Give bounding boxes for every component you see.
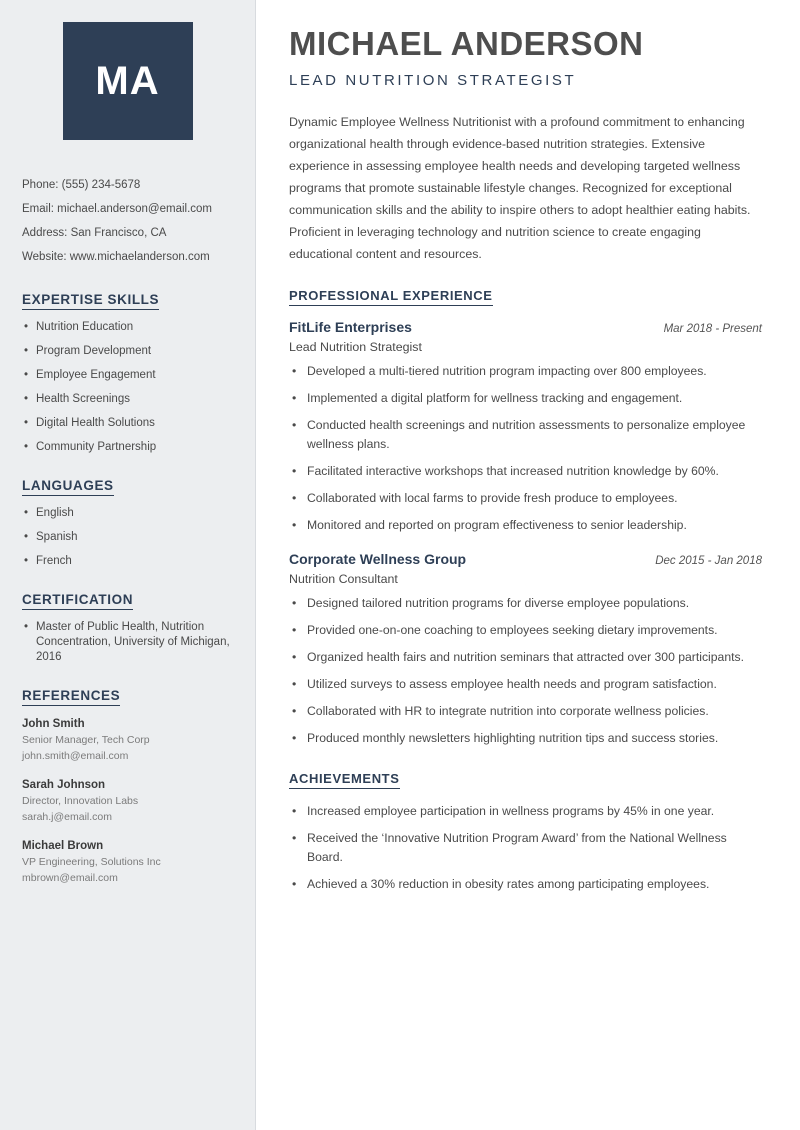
list-item: • Digital Health Solutions	[22, 416, 233, 431]
reference-email: john.smith@email.com	[22, 750, 129, 762]
list-item: • Collaborated with local farms to provide fresh produce to employees.	[289, 489, 762, 508]
experience-header	[289, 551, 762, 567]
list-item: • Facilitated interactive workshops that increased nutrition knowledge by 60%.	[289, 462, 762, 481]
reference-email: mbrown@email.com	[22, 872, 118, 884]
reference-item	[22, 716, 233, 764]
experience-header	[289, 319, 762, 335]
list-item: • Provided one-on-one coaching to employees seeking dietary improvements.	[289, 621, 762, 640]
job-role: Lead Nutrition Strategist	[289, 340, 422, 354]
section-expertise-skills	[22, 291, 233, 455]
section-title-languages: LANGUAGES	[22, 478, 114, 496]
list-item: • Produced monthly newsletters highlighting nutrition tips and success stories.	[289, 729, 762, 748]
section-title-skills: EXPERTISE SKILLS	[22, 292, 159, 310]
contact-info	[22, 173, 233, 269]
company-name: Corporate Wellness Group	[289, 551, 467, 567]
list-item: • Achieved a 30% reduction in obesity rates among participating employees.	[289, 875, 762, 894]
list-item: • Designed tailored nutrition programs for diverse employee populations.	[289, 594, 762, 613]
section-professional-experience	[289, 287, 762, 748]
sidebar	[0, 0, 256, 1130]
section-title-experience: PROFESSIONAL EXPERIENCE	[289, 288, 493, 306]
contact-website: Website: www.michaelanderson.com	[22, 251, 210, 263]
reference-role: VP Engineering, Solutions Inc	[22, 856, 161, 868]
list-item: • Developed a multi-tiered nutrition program impacting over 800 employees.	[289, 362, 762, 381]
list-item: • Conducted health screenings and nutrition assessments to personalize employee wellness plans.	[289, 416, 762, 454]
list-item: • Collaborated with HR to integrate nutrition into corporate wellness policies.	[289, 702, 762, 721]
list-item: • Spanish	[22, 530, 233, 545]
contact-phone: Phone: (555) 234-5678	[22, 179, 141, 191]
list-item: • English	[22, 506, 233, 521]
list-item: • Implemented a digital platform for wellness tracking and engagement.	[289, 389, 762, 408]
company-name: FitLife Enterprises	[289, 319, 412, 335]
reference-name: John Smith	[22, 718, 85, 730]
experience-bullets	[289, 362, 762, 535]
section-certification	[22, 591, 233, 665]
reference-name: Sarah Johnson	[22, 779, 106, 791]
list-item: • Increased employee participation in wellness programs by 45% in one year.	[289, 802, 762, 821]
experience-item	[289, 551, 762, 748]
reference-email: sarah.j@email.com	[22, 811, 113, 823]
avatar-container	[22, 0, 233, 140]
reference-name: Michael Brown	[22, 840, 104, 852]
list-item: • Utilized surveys to assess employee health needs and program satisfaction.	[289, 675, 762, 694]
section-languages	[22, 477, 233, 569]
contact-email: Email: michael.anderson@email.com	[22, 203, 212, 215]
languages-list	[22, 506, 233, 569]
avatar: MA	[63, 22, 193, 140]
list-item: • French	[22, 554, 233, 569]
list-item: • Received the ‘Innovative Nutrition Program Award’ from the National Wellness Board.	[289, 829, 762, 867]
list-item: • Community Partnership	[22, 440, 233, 455]
reference-item	[22, 838, 233, 886]
contact-address: Address: San Francisco, CA	[22, 227, 167, 239]
list-item: • Monitored and reported on program effectiveness to senior leadership.	[289, 516, 762, 535]
list-item: • Nutrition Education	[22, 320, 233, 335]
list-item: • Employee Engagement	[22, 368, 233, 383]
skills-list	[22, 320, 233, 455]
employment-dates: Dec 2015 - Jan 2018	[655, 555, 762, 567]
profile-summary: Dynamic Employee Wellness Nutritionist with a profound commitment to enhancing organizational health through evidence-based nutrition strategies. Extensive experience in assessing employee health needs and developing targeted wellness programs that promote sustainable lifestyle changes. Recognized for exceptional communication skills and the ability to inspire others to adopt healthier eating habits. Proficient in leveraging technology and nutrition science to create engaging educational content and resources.	[289, 115, 751, 261]
list-item: • Organized health fairs and nutrition seminars that attracted over 300 participants.	[289, 648, 762, 667]
reference-item	[22, 777, 233, 825]
reference-role: Director, Innovation Labs	[22, 795, 139, 807]
job-title: LEAD NUTRITION STRATEGIST	[289, 72, 577, 89]
page-title: MICHAEL ANDERSON	[289, 25, 644, 62]
job-role: Nutrition Consultant	[289, 572, 398, 586]
section-title-achievements: ACHIEVEMENTS	[289, 771, 400, 789]
section-title-references: REFERENCES	[22, 688, 120, 706]
section-title-certification: CERTIFICATION	[22, 592, 133, 610]
achievements-list	[289, 802, 762, 894]
list-item: • Master of Public Health, Nutrition Concentration, University of Michigan, 2016	[22, 620, 233, 665]
employment-dates: Mar 2018 - Present	[663, 323, 762, 335]
list-item: • Health Screenings	[22, 392, 233, 407]
section-achievements	[289, 770, 762, 894]
main-content	[256, 0, 800, 1130]
reference-role: Senior Manager, Tech Corp	[22, 734, 150, 746]
experience-bullets	[289, 594, 762, 748]
experience-item	[289, 319, 762, 535]
list-item: • Program Development	[22, 344, 233, 359]
certification-list	[22, 620, 233, 665]
section-references	[22, 687, 233, 886]
